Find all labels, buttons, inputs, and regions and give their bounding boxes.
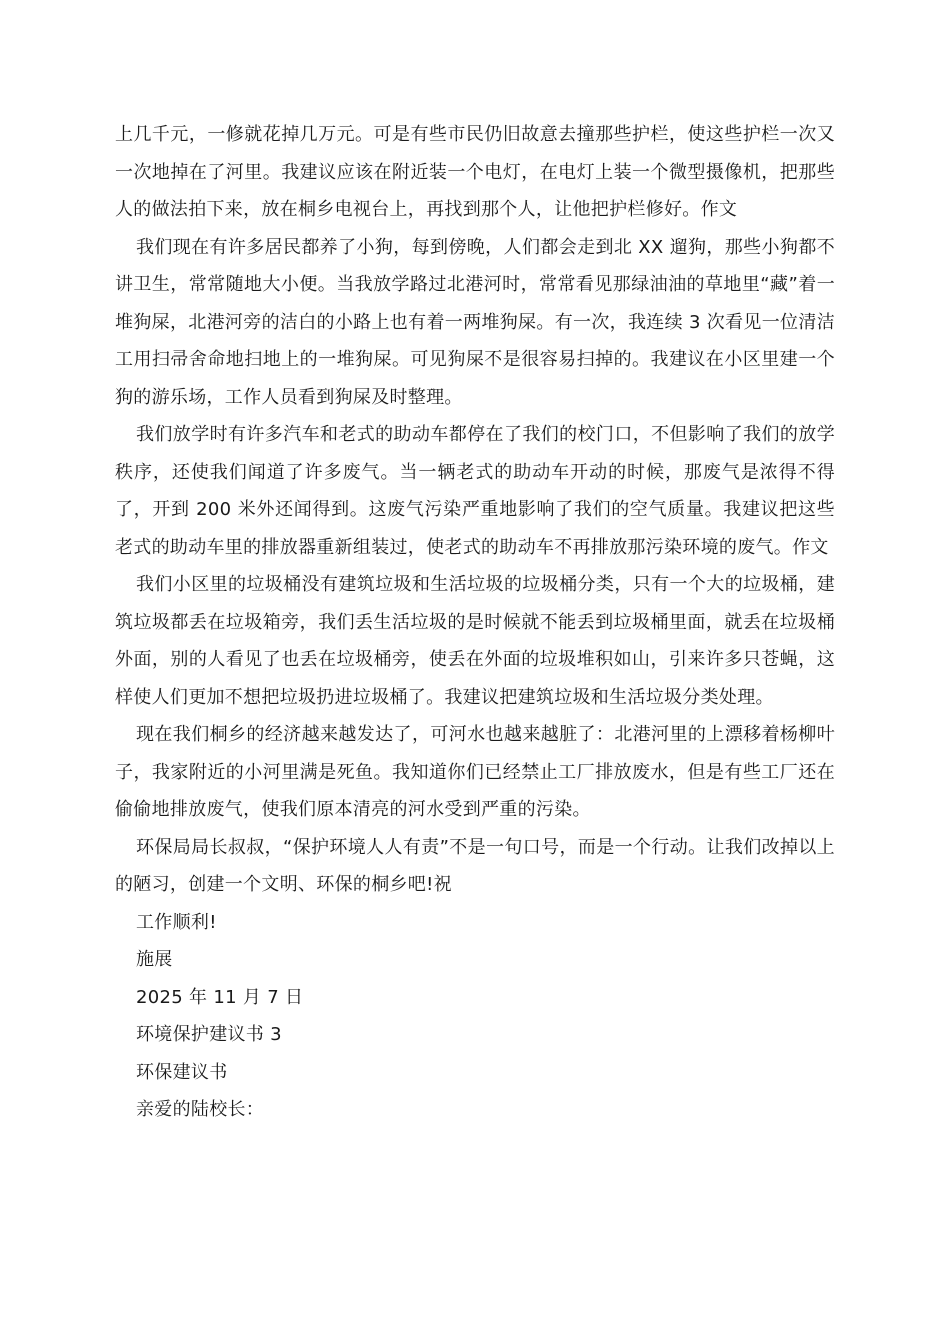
paragraph-guardrail: 上几千元，一修就花掉几万元。可是有些市民仍旧故意去撞那些护栏，使这些护栏一次又一次地掉在了河里。我建议应该在附近装一个电灯，在电灯上装一个微型摄像机，把那些人的做法拍下来，放在桐乡电视台上，再找到那个人，让他把护栏修好。作文 xyxy=(115,124,835,220)
paragraph-closing: 环保局局长叔叔，“保护环境人人有责”不是一句口号，而是一个行动。让我们改掉以上的陋习，创建一个文明、环保的桐乡吧!祝 xyxy=(115,836,835,895)
paragraph-garbage: 我们小区里的垃圾桶没有建筑垃圾和生活垃圾的垃圾桶分类，只有一个大的垃圾桶，建筑垃圾都丢在垃圾箱旁，我们丢生活垃圾的是时候就不能丢到垃圾桶里面，就丢在垃圾桶外面，别的人看见了也丢在垃圾桶旁，使丢在外面的垃圾堆积如山，引来许多只苍蝇，这样使人们更加不想把垃圾扔进垃圾桶了。我建议把建筑垃圾和生活垃圾分类处理。 xyxy=(115,574,835,708)
paragraph-exhaust: 我们放学时有许多汽车和老式的助动车都停在了我们的校门口，不但影响了我们的放学秩序，还使我们闻道了许多废气。当一辆老式的助动车开动的时候，那废气是浓得不得了，开到 200 米外还闻得到。这废气污染严重地影响了我们的空气质量。我建议把这些老式的助动车里的排放器重新组装过，使老式的助动车不再排放那污染环境的废气。作文 xyxy=(115,424,835,558)
letter-title: 环保建议书 xyxy=(136,1061,228,1083)
closing-wish: 工作顺利! xyxy=(136,911,217,933)
signature-date: 2025 年 11 月 7 日 xyxy=(136,986,304,1008)
signature-name: 施展 xyxy=(136,949,173,970)
paragraph-river: 现在我们桐乡的经济越来越发达了，可河水也越来越脏了：北港河里的上漂移着杨柳叶子，我家附近的小河里满是死鱼。我知道你们已经禁止工厂排放废水，但是有些工厂还在偷偷地排放废气，使我们原本清亮的河水受到严重的污染。 xyxy=(115,724,835,820)
document-page xyxy=(115,116,835,1129)
paragraph-dogs: 我们现在有许多居民都养了小狗，每到傍晚，人们都会走到北 XX 遛狗，那些小狗都不讲卫生，常常随地大小便。当我放学路过北港河时，常常看见那绿油油的草地里“藏”着一堆狗屎，北港河旁的洁白的小路上也有着一两堆狗屎。有一次，我连续 3 次看见一位清洁工用扫帚舍命地扫地上的一堆狗屎。可见狗屎不是很容易扫掉的。我建议在小区里建一个狗的游乐场，工作人员看到狗屎及时整理。 xyxy=(115,236,835,408)
letter-salutation: 亲爱的陆校长： xyxy=(136,1099,265,1120)
section-title: 环境保护建议书 3 xyxy=(136,1024,282,1045)
